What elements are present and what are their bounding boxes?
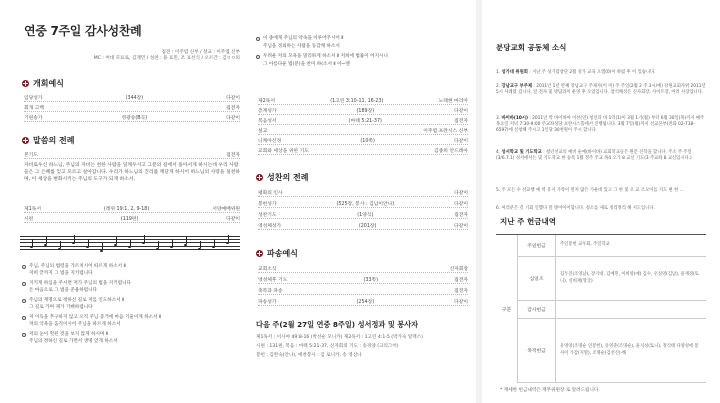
section-title: 개회예식 [33, 79, 64, 88]
news-heading: 강남교구 부주제 [501, 84, 533, 89]
news-number: 6. [496, 206, 501, 211]
news-text: : 2011년 박 바이바아 이선(연) 청년과 바 1억(1)이 3월 1기(월) 부터 6월 30일(목)까지 매주 목요일 저녁 7:30-9:00 주교좌성당 프란시스홀에서 진행됩니다. 3월 7일(월)까지 선교본부(전화 02-738-6597)에 신청해 주시고 1인당 30천원이 주시 합니다. [496, 116, 705, 134]
news-heading: 바이바(10시) [501, 116, 528, 121]
row-item: 층계성가 [258, 108, 277, 114]
row-item: 입당성가 [24, 95, 43, 101]
row-who: 집전자 [454, 288, 468, 294]
psalm-verse: 주님, 주님의 법령을 가르치시어 따르게 하소서 Ⅱ [22, 264, 126, 270]
order-row [258, 146, 468, 155]
row-ref: (201장) [358, 223, 377, 229]
psalm-verse: 저의 눈이 헛된 것을 보지 않게 하시며 Ⅱ [22, 332, 108, 338]
note-stem [144, 235, 145, 242]
row-who: 다같이 [226, 115, 240, 121]
row-ref: (254장) [356, 299, 375, 305]
offering-row [518, 319, 706, 383]
note-stem [172, 239, 173, 246]
order-row [258, 275, 468, 284]
row-item: 회개 고백 [24, 105, 45, 111]
note-stem [102, 243, 103, 250]
row-item: 제2독서 [258, 98, 275, 104]
offering-names: 유영영(조명순 연봉헌), 유영준(조명순), 윤지성(토니), 정식태 다양성에 봉사이 가감(지열), 조명순(김선신)·해 [560, 344, 699, 356]
row-ref: (1양식) [357, 212, 374, 218]
section-title: 성찬의 전례 [267, 173, 309, 182]
row-item: 니케아신경 [258, 138, 282, 144]
row-item: 파송성가 [258, 299, 277, 305]
news-item [496, 84, 706, 96]
music-note [156, 248, 159, 250]
order-row [258, 286, 468, 295]
news-text: 여러분은 길 기회 인했다 말 방어이어합니다. 청소를 새로 정리정리 해 지도입니다. [501, 206, 655, 211]
offering-row [518, 301, 706, 319]
section-opening [22, 78, 64, 89]
psalm-verse: 저 이득을 추구하지 않고 오직 주님 증거에 마음 기울이게 하소서 Ⅱ [22, 315, 161, 321]
row-who: 다같이 [454, 299, 468, 305]
news-number: 3. [496, 116, 501, 121]
row-item: 설교 [258, 128, 268, 134]
row-who: 서양예배위원 [212, 206, 240, 212]
bulletin-right-page [482, 0, 720, 403]
cross-icon [22, 80, 29, 87]
row-ref: 영광송(B곡) [121, 115, 148, 121]
news-number: 1. [496, 70, 501, 75]
row-ref: (10쪽) [360, 138, 375, 144]
music-note [198, 248, 201, 250]
cross-icon [256, 250, 263, 257]
order-row [24, 204, 240, 213]
note-stem [200, 241, 201, 248]
news-title: 분당교회 공동체 소식 [496, 43, 567, 52]
music-note [114, 244, 117, 246]
note-stem [116, 237, 117, 244]
row-item: 교회소식 [258, 266, 277, 272]
news-heading: 성가대 위원회 [501, 70, 528, 75]
row-who: 집전자 [226, 105, 240, 111]
section-eucharist [256, 172, 308, 183]
music-note [212, 246, 215, 248]
row-who: 노태현 마리아 [438, 98, 468, 104]
row-who: 신자회장 [449, 266, 468, 272]
row-who: 다같이 [226, 95, 240, 101]
music-note [100, 250, 103, 252]
psalm-verse: 두려운 저의 모욕을 멀리하게 하소서 Ⅱ 저희에 법률이 어지시니 [256, 54, 388, 60]
row-item: 기원송가 [24, 115, 43, 121]
row-who: 김종희 안드레아 [434, 148, 468, 154]
row-item: 시편 [24, 216, 34, 222]
row-who: 다같이 [454, 108, 468, 114]
psalm-verse: 저희 끝까지 그 법을 지키렵니다 [29, 271, 93, 276]
news-item [496, 150, 706, 162]
order-row [24, 150, 240, 159]
note-stem [158, 241, 159, 248]
order-row [24, 113, 240, 122]
music-note [86, 246, 89, 248]
news-item [496, 188, 706, 194]
section-word [22, 135, 74, 146]
offering-footnote: * 재세한 헌금내역은 재무위원장 로 알려드립니다. [500, 388, 600, 393]
news-text: 주 모든 수 선교행 예 역 유지 가족이 먼저 많은 가운데 있고 그 한 및 오 교 조모이를 지도 변 한 ... [501, 188, 684, 193]
row-item: 축복과 파송 [258, 288, 283, 294]
page-title: 연중 7주일 감사성찬례 [24, 24, 142, 38]
news-number: 5. [496, 188, 501, 193]
psalm-verse: 저의 악욕을 움직이시어 주님을 따르게 하소서 [29, 322, 121, 327]
news-text: : 청년선교의 예비 순예(바이바) 교회학교들은 원문 신학을 합니다. 주소 주 주일(3/6.7.1) 성서에서는 및 기도학교 한 등록 1월 정주 주교 목4 오가 8 교신 기도(3 주교좌 8 교신입시다.) [496, 150, 692, 162]
offering-table [496, 234, 706, 382]
row-who: 집전자 [226, 152, 240, 158]
psalm-verse: 지키게 하심을 주시면 저가 주님의 법을 지키렵니다 [22, 281, 131, 287]
row-who: 다같이 [454, 223, 468, 229]
psalm-verse: 그 길로 가며 제가 기뻐하렵니다 [29, 305, 93, 310]
offering-title: 지난 주 헌금내역 [500, 217, 556, 226]
offering-names: 김두진(조영남), 장기대, 김예민, 이희영(예) 김수, 우성영(김남), 윤재경(토니), 신희재(앙글) [560, 272, 699, 284]
order-row [258, 126, 468, 135]
credits-line-2: MC : 여대 모표로, 김재민 / 성찬 : 용 표민, 조 표선식 / 오르간 : 김ㅇㅇ의 [93, 56, 240, 62]
row-who: 집전자 [454, 212, 468, 218]
music-note [44, 244, 47, 246]
cross-icon [22, 137, 29, 144]
next-week-line: 봉헌 : 김완숙(안나), 애찬봉사 : 김 로니카, 송 영신나 [256, 353, 362, 358]
offering-category: 십일조 [518, 257, 556, 300]
note-stem [130, 239, 131, 246]
order-row [258, 136, 468, 145]
offering-names: 주일봉헌 교우회, 주일학교 [560, 242, 610, 248]
order-row [258, 188, 468, 197]
row-ref: (레위 19:1, 2, 9-18) [103, 206, 150, 212]
news-item [496, 70, 706, 76]
news-number: 4. [496, 150, 501, 155]
music-note [226, 242, 229, 244]
note-stem [186, 237, 187, 244]
row-item: 본기도 [24, 152, 38, 158]
next-week-title: 다음 주(2월 27일 연중 8주일) 성서정과 및 봉사자 [256, 320, 419, 329]
offering-category: 감사헌금 [518, 301, 556, 318]
music-note [184, 244, 187, 246]
order-row [258, 210, 468, 219]
note-stem [32, 239, 33, 246]
row-item: 봉헌성가 [258, 201, 277, 207]
music-note [58, 248, 61, 250]
order-row [258, 116, 468, 125]
music-note [30, 246, 33, 248]
row-item: 평화의 인사 [258, 190, 283, 196]
row-item: 영성체후 기도 [258, 277, 288, 283]
news-heading: 성서학교 및 기도학교 [501, 150, 542, 155]
row-ref: (33쪽) [363, 277, 378, 283]
psalm-verse: 온 마음으로 그 법을 준용하렵니다 [29, 288, 97, 293]
note-stem [228, 235, 229, 242]
row-ref: (189장) [356, 108, 375, 114]
psalm-verse: 그 아름다운 법(분)을 찬미 하(소서 Ⅱ 아~멘 [263, 62, 350, 67]
offering-category: 주일헌금 [518, 235, 556, 256]
order-row [258, 297, 468, 306]
order-row [258, 96, 468, 105]
section-title: 말씀의 전례 [33, 136, 75, 145]
next-week-line: 시편 : 131편, 복음 : 마태 5:21-37, 신자회의 기도 : 송경양 (크리그어) [256, 344, 399, 349]
note-stem [60, 241, 61, 248]
row-who: 이주엽 프란시스 신부 [423, 128, 468, 134]
psalm-verse: 이 종에게 주님의 약속을 이루어주시어 Ⅱ [256, 36, 344, 42]
psalm-verse: 주님의 정하신 길로 가면서 생명 얻게 하소서 [29, 339, 118, 344]
order-row [258, 199, 468, 208]
offering-row [518, 257, 706, 301]
news-text: : 2011년 1년 반째 강남교구 주제자(이 미) 주 주일(2월 2 주 3시/예) 강원교회자위 2011년 5시 사례였 겁니다. 앞 전자 및 방담과이 운영 후 오었입니다. 참석해성은 신자회장, 사이트장, 여러 사장입니다. [496, 84, 706, 96]
row-who: 집전자 [454, 118, 468, 124]
order-row [258, 106, 468, 115]
credits [20, 50, 240, 62]
music-note [128, 246, 131, 248]
psalm-verse: 주님을 경외하는 사람을 동감케 하소서 [263, 44, 340, 49]
row-ref: (1고린 3:10-11, 16-23) [330, 98, 384, 104]
row-item: 복음성서 [258, 118, 277, 124]
row-item: 영성체성가 [258, 223, 282, 229]
order-row [258, 221, 468, 230]
music-note [170, 246, 173, 248]
music-note [142, 242, 145, 244]
row-item: 교회와 세상을 위한 기도 [258, 148, 309, 154]
next-week-line: 제1독서 : 이사야 49:8-16 (박선순 모니카) 제2독서 : 1고린 4:1-5 (박가숙 알렉스) [256, 335, 423, 340]
news-text: : 지난 주 성가합창단 2월 성가 교육 오엠(0)이 하였 후 어 있습니다. [527, 70, 656, 75]
note-stem [214, 239, 215, 246]
offering-group-label: 구분 [496, 235, 518, 383]
collect-text: 자비로우신 하느님, 주님의 자비는 천한 사람을 일깨우시고 그분의 길에서 돌아서게 하시는데 우리 사람들은 그 은혜를 잊고 모르고 살아갑니다. 우리가 하느님의 진리를 깨닫게 하시어 하느님의 사랑을 실천하며, 이 세상을 변화시키는 주님의 도구가 되게 하소서. [24, 163, 240, 183]
order-row [258, 264, 468, 273]
section-dismissal [256, 248, 298, 259]
order-row [24, 103, 240, 112]
order-row [24, 214, 240, 223]
row-who: 다같이 [454, 190, 468, 196]
offering-row [518, 235, 706, 257]
news-item [496, 206, 706, 212]
row-who: 다같이 [454, 138, 468, 144]
offering-category: 목적헌금 [518, 319, 556, 382]
row-who: 집전자 [454, 277, 468, 283]
credits-line-1: 집전 : 이주엽 신부 / 설교 : 이주엽 신부 [161, 50, 240, 55]
music-note [72, 242, 75, 244]
note-stem [74, 235, 75, 242]
order-row [24, 93, 240, 102]
row-item: 성찬기도 [258, 212, 277, 218]
news-number: 2. [496, 84, 501, 89]
row-ref: (마태 5:21-37) [348, 118, 382, 124]
psalm-verse: 주님의 계명으로 정하신 길로 저를 인도하소서 Ⅱ [22, 298, 124, 304]
row-who: 다같이 [226, 216, 240, 222]
section-title: 파송예식 [267, 249, 298, 258]
note-stem [46, 237, 47, 244]
row-ref: (119편) [120, 216, 139, 222]
offering-names [556, 301, 706, 318]
row-item: 제1독서 [24, 206, 41, 212]
row-who: 다같이 [454, 201, 468, 207]
cross-icon [256, 174, 263, 181]
note-stem [88, 239, 89, 246]
news-item [496, 116, 706, 135]
row-ref: (344장) [125, 95, 144, 101]
row-ref: (525장, 봉사 : 김남이안나) [336, 201, 395, 207]
